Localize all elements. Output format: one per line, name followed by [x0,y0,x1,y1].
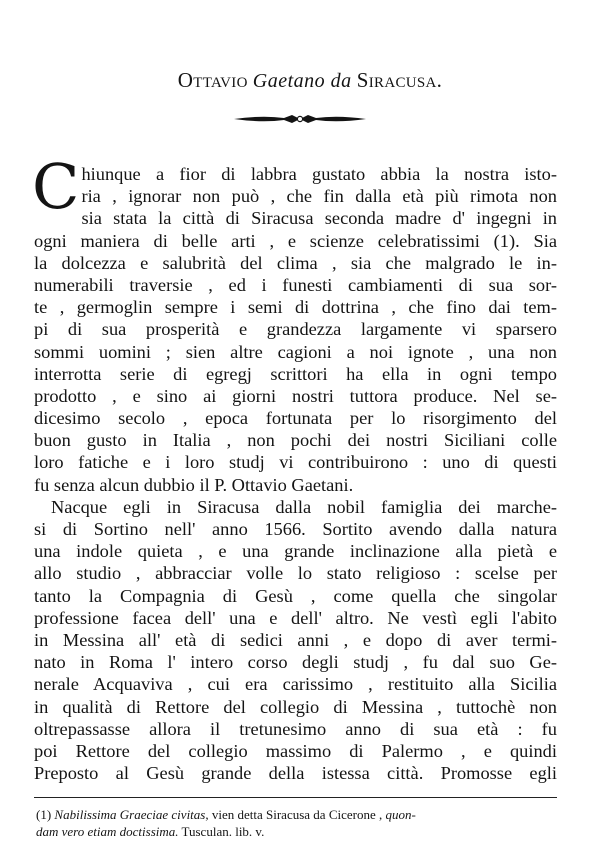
text-line: prodotto , e sino ai giorni nostri tuttora produce. Nel se- [34,385,557,406]
footnote-latin: dam vero etiam doctissima. [36,824,179,839]
text-line: in Messina all' età di sedici anni , e dopo di aver termi- [34,629,557,650]
text-line: una indole quieta , e una grande inclinazione alla pietà e [34,541,557,562]
text-line: la dolcezza e salubrità del clima , sia che malgrado le in- [34,252,557,273]
ornament-divider-icon [232,112,368,126]
footnote-line [36,823,557,840]
title-name: Ottavio [177,68,248,92]
footnote-citation: Tusculan. lib. v. [181,824,265,839]
text-line: buon gusto in Italia , non pochi dei nostri Siciliani colle [34,430,557,451]
main-text [32,150,557,784]
footnote-rule [34,797,557,798]
text-line: sommi uomini ; sien altre cagioni a noi ignote , una non [34,341,557,362]
footnote [36,806,557,840]
page-title [60,68,560,93]
text-line: tanto la Compagnia di Gesù , come quella che singolar [34,585,557,606]
text-line: Preposto al Gesù grande della istessa città. Promosse egli [34,763,557,784]
footnote-text: , vien detta Siracusa da Cicerone , [205,807,383,822]
footnote-line [36,806,557,823]
text-line: oltrepassasse allora il tretunesimo anno di sua età : fu [34,718,557,739]
text-line: hiunque a fior di labbra gustato abbia la nostra isto- [81,164,557,184]
title-city: Siracusa. [356,68,443,92]
text-line: nato in Roma l' intero corso degli studj , fu dal suo Ge- [34,652,557,673]
text-line: numerabili traversie , ed i funesti cambiamenti di sua sor- [34,274,557,295]
text-line: in qualità di Rettore del collegio di Messina , tuttochè non [34,696,557,717]
text-line: te , germoglin sempre i semi di dottrina , che fino dai tem- [34,297,557,318]
title-surname: Gaetano da [252,70,352,92]
text-line: fu senza alcun dubbio il P. Ottavio Gaetani. [34,474,354,495]
text-line: loro fatiche e i loro studj vi contribuirono : uno di questi [34,452,557,473]
drop-cap: C [32,150,80,223]
footnote-latin: quon- [385,807,416,822]
text-line: allo studio , abbracciar volle lo stato religioso : scelse per [34,563,557,584]
text-line: nerale Acquaviva , cui era carissimo , restituito alla Sicilia [34,674,557,695]
footnote-latin: Nabilissima Graeciae civitas [54,807,206,822]
text-line: si di Sortino nell' anno 1566. Sortito avendo dalla natura [34,519,557,539]
text-line: interrotta serie di egregj scrittori ha ella in ogni tempo [34,363,557,384]
text-line: sia stata la città di Siracusa seconda madre d' ingegni in [81,208,557,229]
text-line: ria , ignorar non può , che fin dalla età più rimota non [81,186,557,207]
text-line: poi Rettore del collegio massimo di Palermo , e quindi [34,740,557,761]
text-line: ogni maniera di belle arti , e scienze celebratissimi (1). Sia [34,230,557,251]
text-line: pi di sua prosperità e grandezza largamente vi sparsero [34,319,557,340]
footnote-marker: (1) [36,807,52,822]
text-line: professione facea dell' una e dell' altro. Ne vestì egli l'abito [34,607,557,628]
text-line: dicesimo secolo , epoca fortunata per lo risorgimento del [34,408,557,429]
text-line: Nacque egli in Siracusa dalla nobil famiglia dei marche- [51,496,557,517]
